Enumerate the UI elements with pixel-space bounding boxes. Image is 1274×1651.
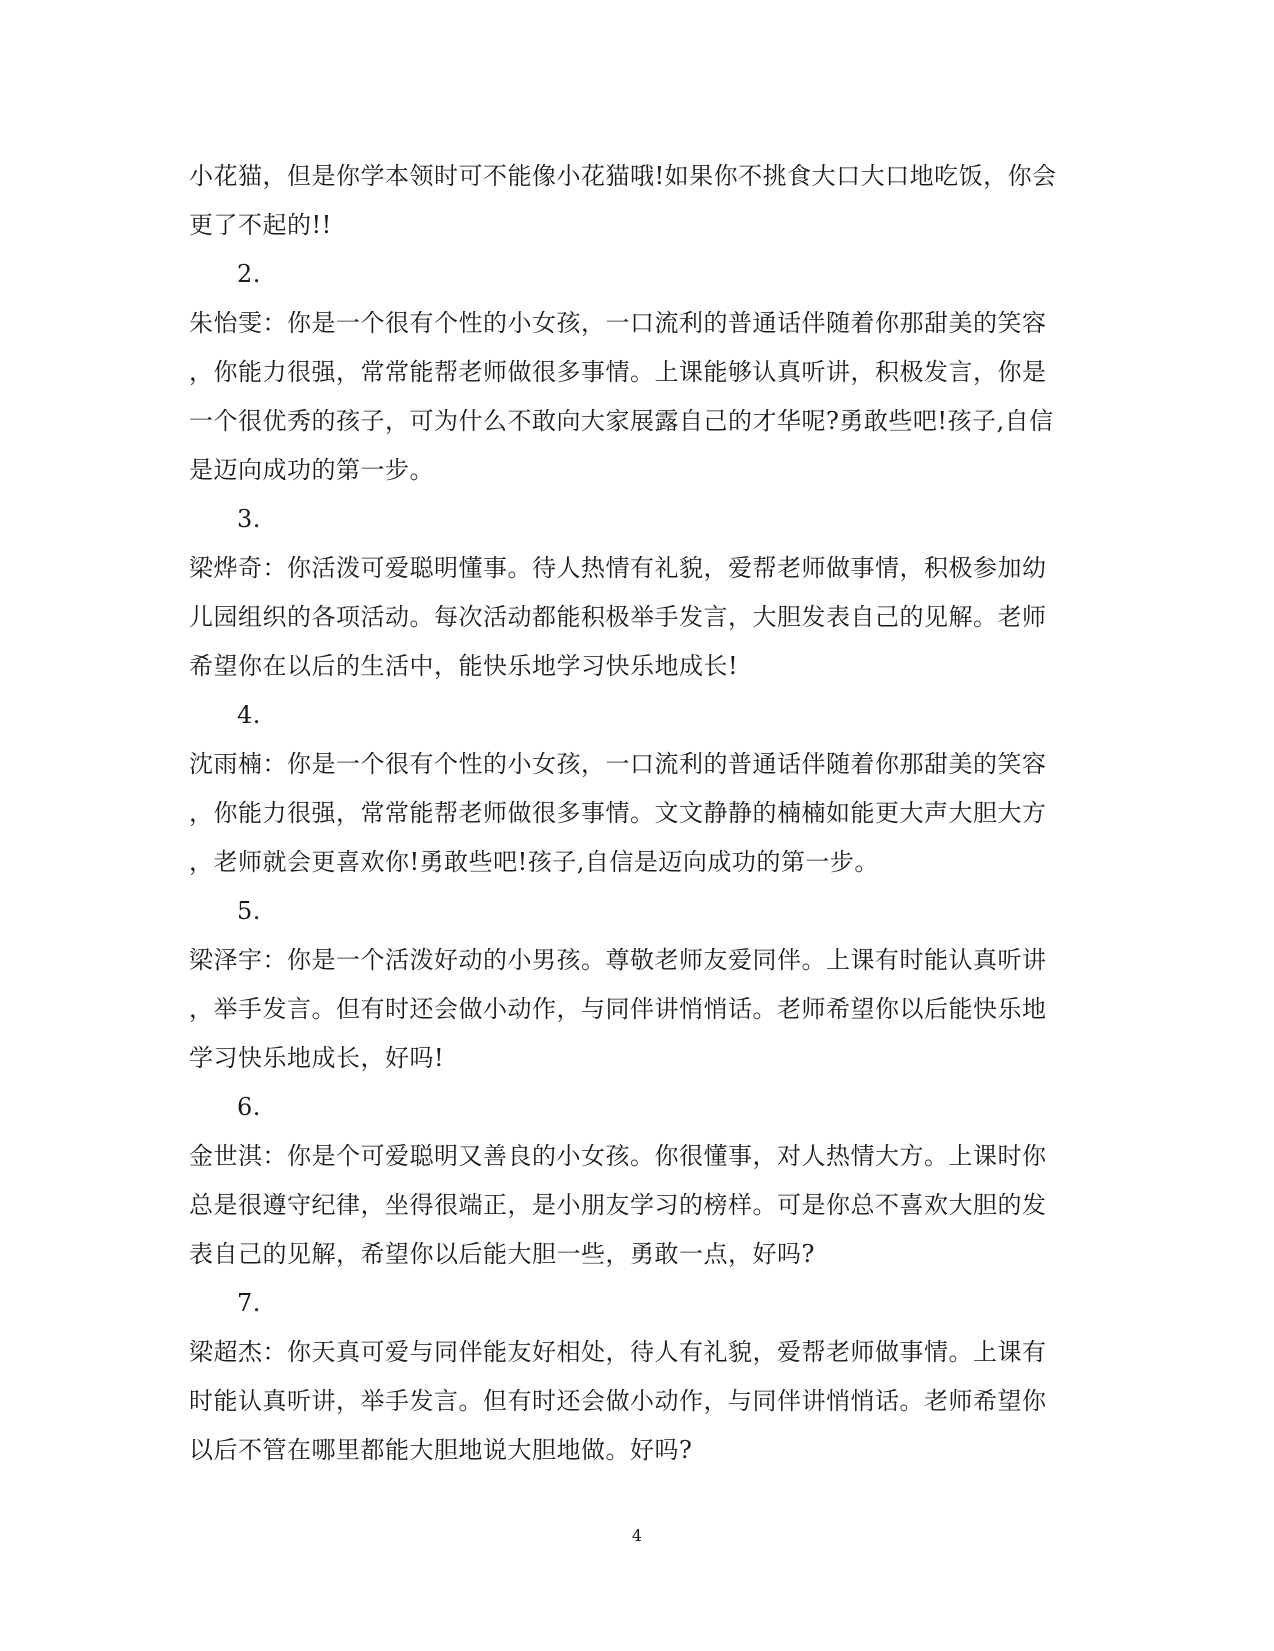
text-line: ，你能力很强，常常能帮老师做很多事情。文文静静的楠楠如能更大声大胆大方: [189, 799, 1047, 827]
text-line: 朱怡雯：你是一个很有个性的小女孩，一口流利的普通话伴随着你那甜美的笑容: [189, 309, 1047, 337]
text-line: 梁超杰：你天真可爱与同伴能友好相处，待人有礼貌，爱帮老师做事情。上课有: [189, 1338, 1047, 1366]
item-number: 5.: [237, 897, 261, 925]
text-line: 是迈向成功的第一步。: [189, 456, 434, 484]
text-line: 更了不起的!!: [189, 211, 332, 239]
text-line: 希望你在以后的生活中，能快乐地学习快乐地成长!: [189, 652, 739, 680]
text-line: 一个很优秀的孩子，可为什么不敢向大家展露自己的才华呢?勇敢些吧!孩子,自信: [189, 407, 1054, 435]
item-number: 2.: [237, 260, 261, 288]
item-number: 3.: [237, 505, 261, 533]
text-line: 梁泽宇：你是一个活泼好动的小男孩。尊敬老师友爱同伴。上课有时能认真听讲: [189, 946, 1047, 974]
item-number: 7.: [237, 1289, 261, 1317]
text-line: 表自己的见解，希望你以后能大胆一些，勇敢一点，好吗?: [189, 1240, 815, 1268]
text-line: 小花猫，但是你学本领时可不能像小花猫哦!如果你不挑食大口大口地吃饭，你会: [189, 162, 1057, 190]
text-line: 沈雨楠：你是一个很有个性的小女孩，一口流利的普通话伴随着你那甜美的笑容: [189, 750, 1047, 778]
item-number: 6.: [237, 1093, 261, 1121]
text-line: 以后不管在哪里都能大胆地说大胆地做。好吗?: [189, 1436, 693, 1464]
text-line: 金世淇：你是个可爱聪明又善良的小女孩。你很懂事，对人热情大方。上课时你: [189, 1142, 1047, 1170]
text-line: ，你能力很强，常常能帮老师做很多事情。上课能够认真听讲，积极发言，你是: [189, 358, 1047, 386]
page-number: 4: [631, 1526, 643, 1545]
text-line: 学习快乐地成长，好吗!: [189, 1044, 445, 1072]
item-number: 4.: [237, 701, 261, 729]
text-line: 总是很遵守纪律，坐得很端正，是小朋友学习的榜样。可是你总不喜欢大胆的发: [189, 1191, 1047, 1219]
text-line: 梁烨奇：你活泼可爱聪明懂事。待人热情有礼貌，爱帮老师做事情，积极参加幼: [189, 554, 1047, 582]
text-line: 儿园组织的各项活动。每次活动都能积极举手发言，大胆发表自己的见解。老师: [189, 603, 1047, 631]
text-line: ，举手发言。但有时还会做小动作，与同伴讲悄悄话。老师希望你以后能快乐地: [189, 995, 1047, 1023]
document-body: [189, 152, 1089, 1475]
text-line: ，老师就会更喜欢你!勇敢些吧!孩子,自信是迈向成功的第一步。: [189, 848, 879, 876]
text-line: 时能认真听讲，举手发言。但有时还会做小动作，与同伴讲悄悄话。老师希望你: [189, 1387, 1047, 1415]
